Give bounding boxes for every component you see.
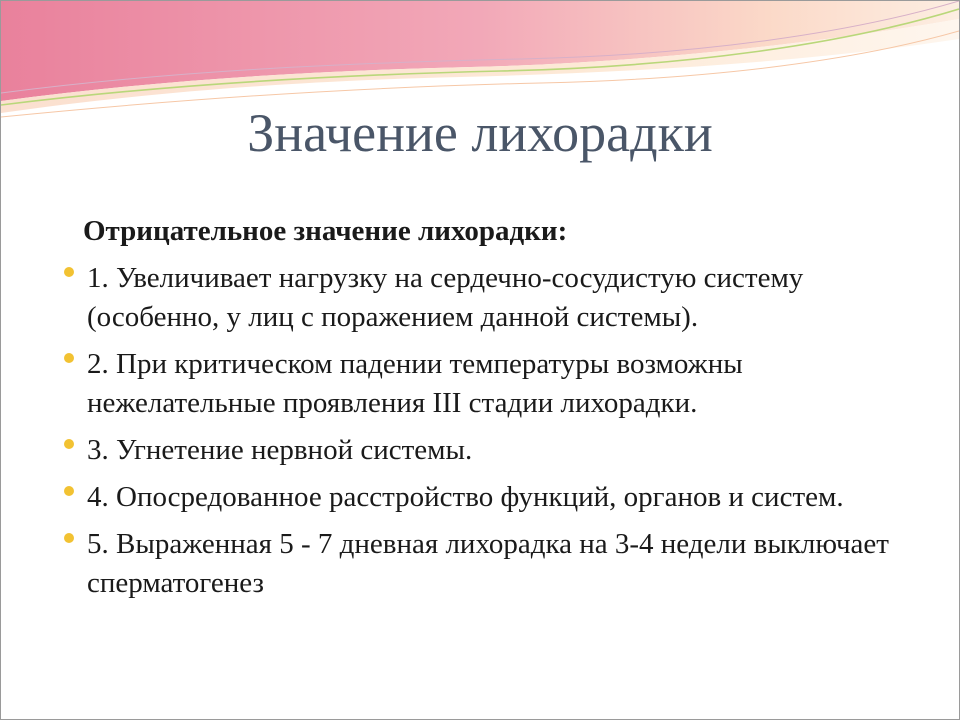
slide-title: Значение лихорадки [247,103,713,163]
list-item [61,431,921,470]
bullet-dot-icon [64,486,74,496]
list-item-text: 3. Угнетение нервной системы. [87,434,473,466]
bullet-dot-icon [64,353,74,363]
list-item-text: 5. Выраженная 5 - 7 дневная лихорадка на 3-4 недели выключает сперматогенез [87,528,889,599]
subheading: Отрицательное значение лихорадки: [83,215,568,247]
list-item [61,345,921,423]
list-item [61,259,921,337]
list-item-text: 2. При критическом падении температуры возможны нежелательные проявления III стадии лихорадки. [87,348,743,419]
bullet-dot-icon [64,439,74,449]
bullet-dot-icon [64,267,74,277]
list-item-text: 1. Увеличивает нагрузку на сердечно-сосудистую систему (особенно, у лиц с поражением данной системы). [87,262,804,333]
list-item [61,525,921,603]
bullet-list [61,259,921,611]
list-item [61,478,921,517]
bullet-dot-icon [64,533,74,543]
list-item-text: 4. Опосредованное расстройство функций, органов и систем. [87,481,844,513]
